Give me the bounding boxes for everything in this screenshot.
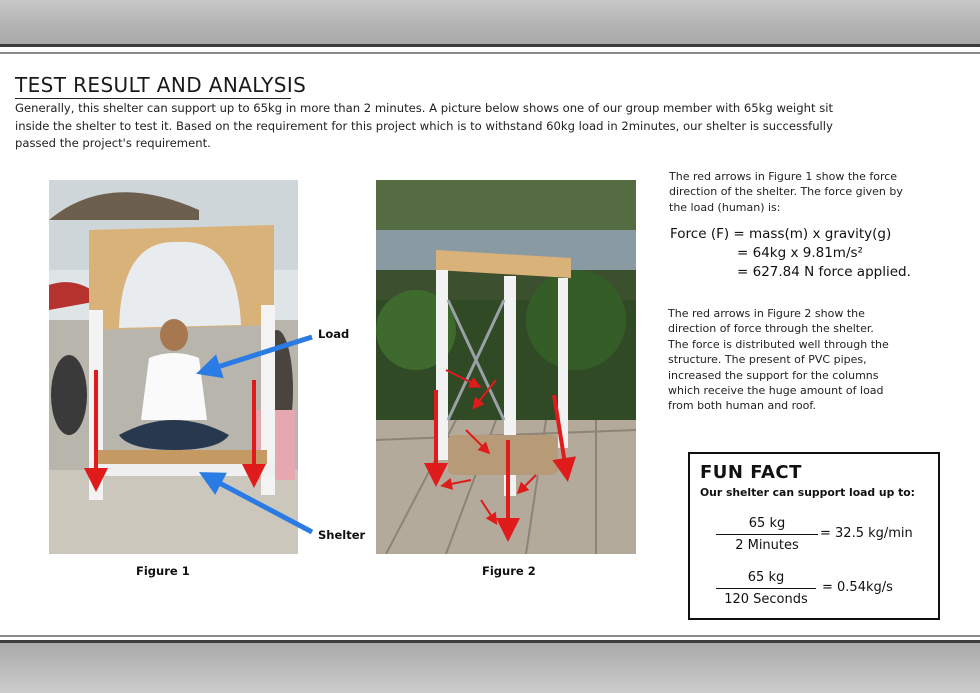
result-per-second: = 0.54kg/s: [822, 580, 893, 595]
analysis-paragraph-1: The red arrows in Figure 1 show the force direction of the shelter. The force given by the load (human) is:: [669, 170, 903, 214]
figure-2-caption: Figure 2: [482, 564, 536, 578]
load-callout-arrow: [208, 337, 312, 370]
fraction-bar: [716, 534, 818, 535]
fraction-per-minute: [716, 516, 818, 553]
intro-paragraph: Generally, this shelter can support up to 65kg in more than 2 minutes. A picture below shows one of our group member with 65kg weight sit inside the shelter to test it. Based on the requirement for this project which is to withstand 60kg load in 2minutes, our shelter is successfully passed the project's requirement.: [15, 101, 834, 150]
fun-fact-title: FUN FACT: [700, 462, 802, 483]
fraction-denominator: 2 Minutes: [735, 538, 799, 553]
formula-line-2: = 64kg x 9.81m/s²: [737, 245, 863, 261]
formula-line-1: Force (F) = mass(m) x gravity(g): [670, 226, 892, 242]
fraction-bar: [716, 588, 816, 589]
load-label: Load: [318, 327, 350, 341]
fun-fact-subtitle: Our shelter can support load up to:: [700, 486, 915, 499]
force-formula: [670, 225, 960, 282]
fun-fact-box: [688, 452, 940, 620]
fraction-numerator: 65 kg: [747, 570, 785, 585]
result-per-minute: = 32.5 kg/min: [820, 526, 913, 541]
fraction-numerator: 65 kg: [748, 516, 786, 531]
formula-line-3: = 627.84 N force applied.: [737, 264, 911, 280]
fraction-per-second: [716, 570, 816, 607]
analysis-paragraph-2: The red arrows in Figure 2 show the direction of force through the shelter. The force is distributed well through the structure. The present of PVC pipes, increased the support for the columns which receive the huge amount of load from both human and roof.: [668, 307, 889, 413]
figure-1-caption: Figure 1: [136, 564, 190, 578]
shelter-label: Shelter: [318, 528, 366, 542]
shelter-callout-arrow: [210, 478, 312, 532]
page-title: TEST RESULT AND ANALYSIS: [15, 73, 307, 97]
fraction-denominator: 120 Seconds: [724, 592, 808, 607]
